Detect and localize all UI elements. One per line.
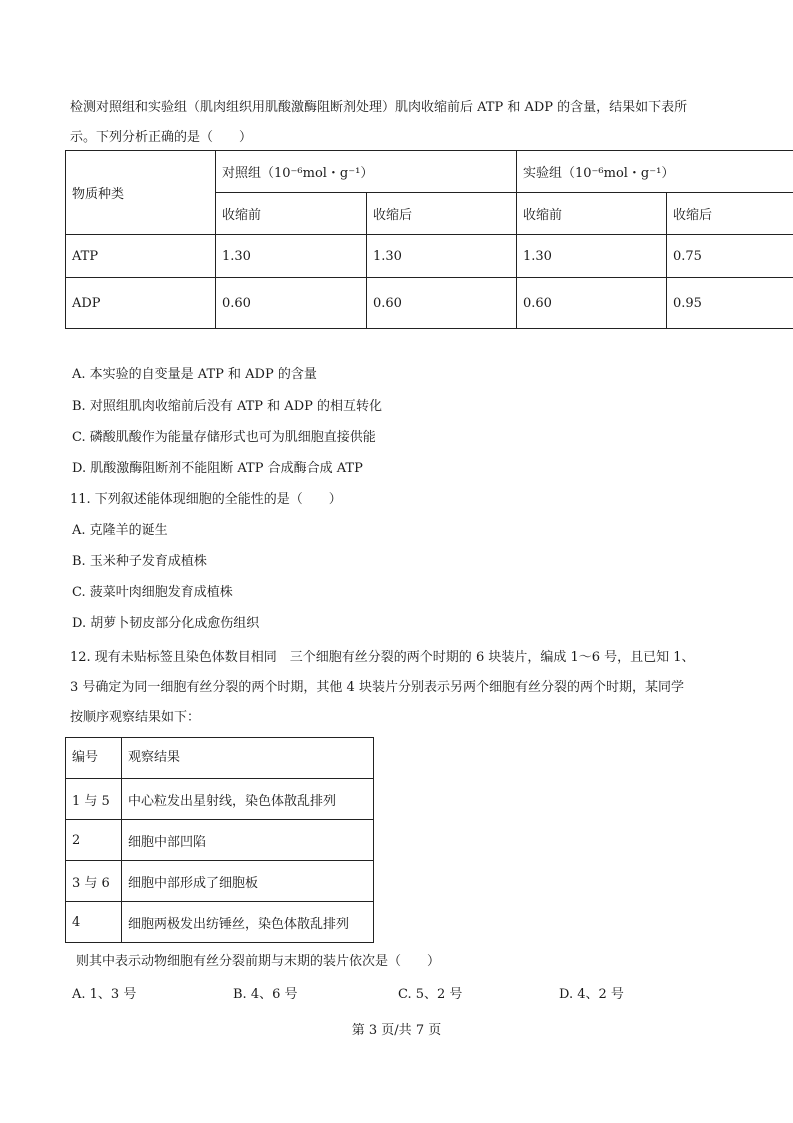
q11-option-c: C. 菠菜叶肉细胞发育成植株: [72, 585, 233, 600]
q12-stem-line3: 按顺序观察结果如下：: [70, 710, 201, 725]
q10-option-d: D. 肌酸激酶阻断剂不能阻断 ATP 合成酶合成 ATP: [72, 461, 363, 476]
cell-number: 1 与 5: [66, 779, 122, 820]
row-substance: ATP: [66, 235, 216, 278]
cell-exp-after: 0.95: [667, 278, 793, 329]
page-number: 第 3 页/共 7 页: [351, 1023, 442, 1038]
table-row: [66, 278, 793, 329]
cell-number: 4: [66, 902, 122, 943]
header-control-group: 对照组（10⁻⁶mol・g⁻¹）: [216, 151, 517, 193]
table-row: [66, 861, 374, 902]
q12-observation-table: [65, 737, 374, 943]
q12-option-b: B. 4、6 号: [233, 987, 298, 1002]
cell-control-after: 1.30: [367, 235, 517, 278]
header-experiment-group: 实验组（10⁻⁶mol・g⁻¹）: [517, 151, 793, 193]
q10-stem-line1: 检测对照组和实验组（肌肉组织用肌酸激酶阻断剂处理）肌肉收缩前后 ATP 和 ADP 的含量，结果如下表所: [70, 100, 688, 115]
header-exp-after: 收缩后: [667, 193, 793, 235]
q12-question: 则其中表示动物细胞有丝分裂前期与末期的装片依次是（ ）: [76, 954, 441, 969]
q12-option-c: C. 5、2 号: [398, 987, 463, 1002]
q10-option-c: C. 磷酸肌酸作为能量存储形式也可为肌细胞直接供能: [72, 430, 376, 445]
header-result: 观察结果: [122, 738, 374, 779]
table-row: [66, 779, 374, 820]
q11-option-b: B. 玉米种子发育成植株: [72, 554, 207, 569]
q12-stem-line1: 12. 现有未贴标签且染色体数目相同 三个细胞有丝分裂的两个时期的 6 块装片，编成 1～6 号，且已知 1、: [70, 650, 695, 665]
cell-result: 中心粒发出星射线，染色体散乱排列: [122, 779, 374, 820]
cell-number: 3 与 6: [66, 861, 122, 902]
q10-option-a: A. 本实验的自变量是 ATP 和 ADP 的含量: [72, 367, 317, 382]
q11-option-d: D. 胡萝卜韧皮部分化成愈伤组织: [72, 616, 260, 631]
q12-stem-line2: 3 号确定为同一细胞有丝分裂的两个时期，其他 4 块装片分别表示另两个细胞有丝分裂的两个时期，某同学: [70, 680, 684, 695]
cell-number: 2: [66, 820, 122, 861]
header-control-before: 收缩前: [216, 193, 367, 235]
q12-option-a: A. 1、3 号: [72, 987, 137, 1002]
cell-result: 细胞中部凹陷: [122, 820, 374, 861]
cell-control-before: 1.30: [216, 235, 367, 278]
cell-result: 细胞中部形成了细胞板: [122, 861, 374, 902]
cell-control-before: 0.60: [216, 278, 367, 329]
cell-exp-before: 0.60: [517, 278, 667, 329]
table-row: [66, 820, 374, 861]
cell-exp-after: 0.75: [667, 235, 793, 278]
q11-option-a: A. 克隆羊的诞生: [72, 523, 168, 538]
table-row: [66, 902, 374, 943]
q10-stem-line2: 示。下列分析正确的是（ ）: [70, 130, 253, 145]
q10-option-b: B. 对照组肌肉收缩前后没有 ATP 和 ADP 的相互转化: [72, 399, 383, 414]
header-control-after: 收缩后: [367, 193, 517, 235]
cell-result: 细胞两极发出纺锤丝，染色体散乱排列: [122, 902, 374, 943]
header-substance: 物质种类: [66, 151, 216, 235]
header-number: 编号: [66, 738, 122, 779]
q10-data-table: [65, 150, 793, 329]
q12-option-d: D. 4、2 号: [559, 987, 624, 1002]
table-row: [66, 235, 793, 278]
cell-control-after: 0.60: [367, 278, 517, 329]
header-exp-before: 收缩前: [517, 193, 667, 235]
row-substance: ADP: [66, 278, 216, 329]
cell-exp-before: 1.30: [517, 235, 667, 278]
q11-stem: 11. 下列叙述能体现细胞的全能性的是（ ）: [70, 492, 342, 507]
